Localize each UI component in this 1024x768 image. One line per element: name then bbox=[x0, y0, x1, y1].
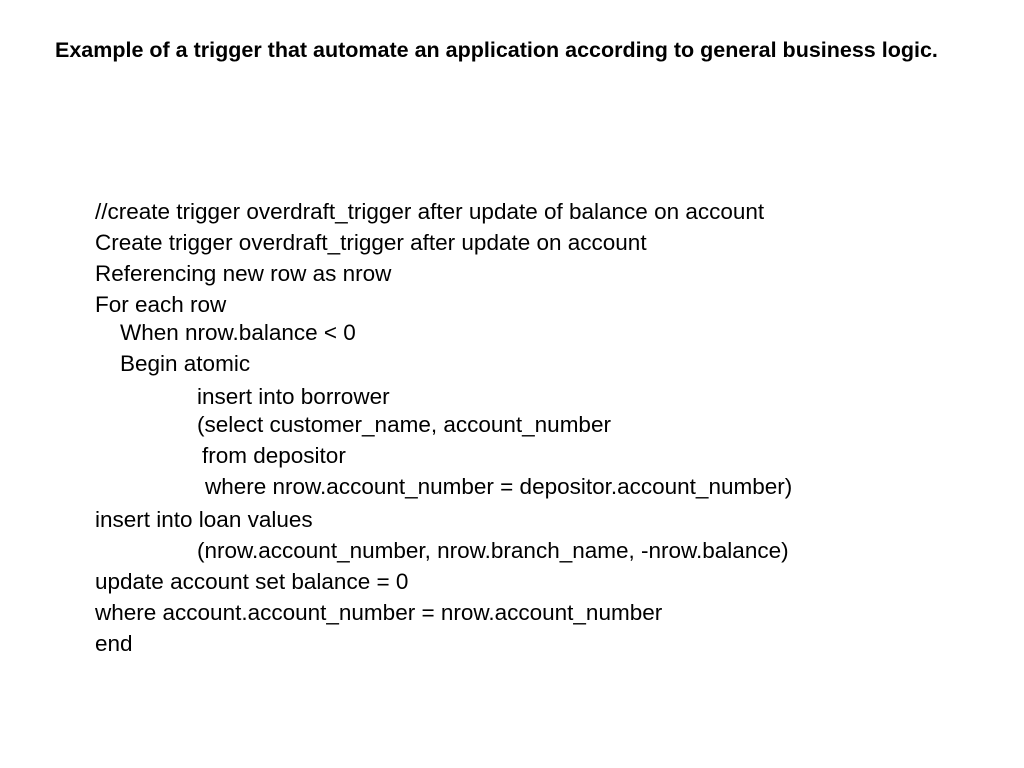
code-line-where-depositor: where nrow.account_number = depositor.account_number) bbox=[205, 474, 793, 499]
code-line-where-account: where account.account_number = nrow.account_number bbox=[95, 600, 663, 625]
code-line-comment: //create trigger overdraft_trigger after update of balance on account bbox=[95, 199, 765, 224]
code-line-create-trigger: Create trigger overdraft_trigger after update on account bbox=[95, 230, 647, 255]
code-line-when: When nrow.balance < 0 bbox=[120, 320, 356, 345]
code-line-from-depositor: from depositor bbox=[202, 443, 346, 468]
code-line-select: (select customer_name, account_number bbox=[197, 412, 611, 437]
code-line-for-each-row: For each row bbox=[95, 292, 227, 317]
code-line-insert-loan: insert into loan values bbox=[95, 507, 313, 532]
code-line-update-account: update account set balance = 0 bbox=[95, 569, 409, 594]
code-line-loan-values: (nrow.account_number, nrow.branch_name, -nrow.balance) bbox=[197, 538, 789, 563]
slide-title: Example of a trigger that automate an application according to general business logic. bbox=[55, 38, 938, 62]
code-line-begin-atomic: Begin atomic bbox=[120, 351, 251, 376]
code-line-referencing: Referencing new row as nrow bbox=[95, 261, 392, 286]
code-line-insert-borrower: insert into borrower bbox=[197, 384, 390, 409]
code-line-end: end bbox=[95, 631, 133, 656]
